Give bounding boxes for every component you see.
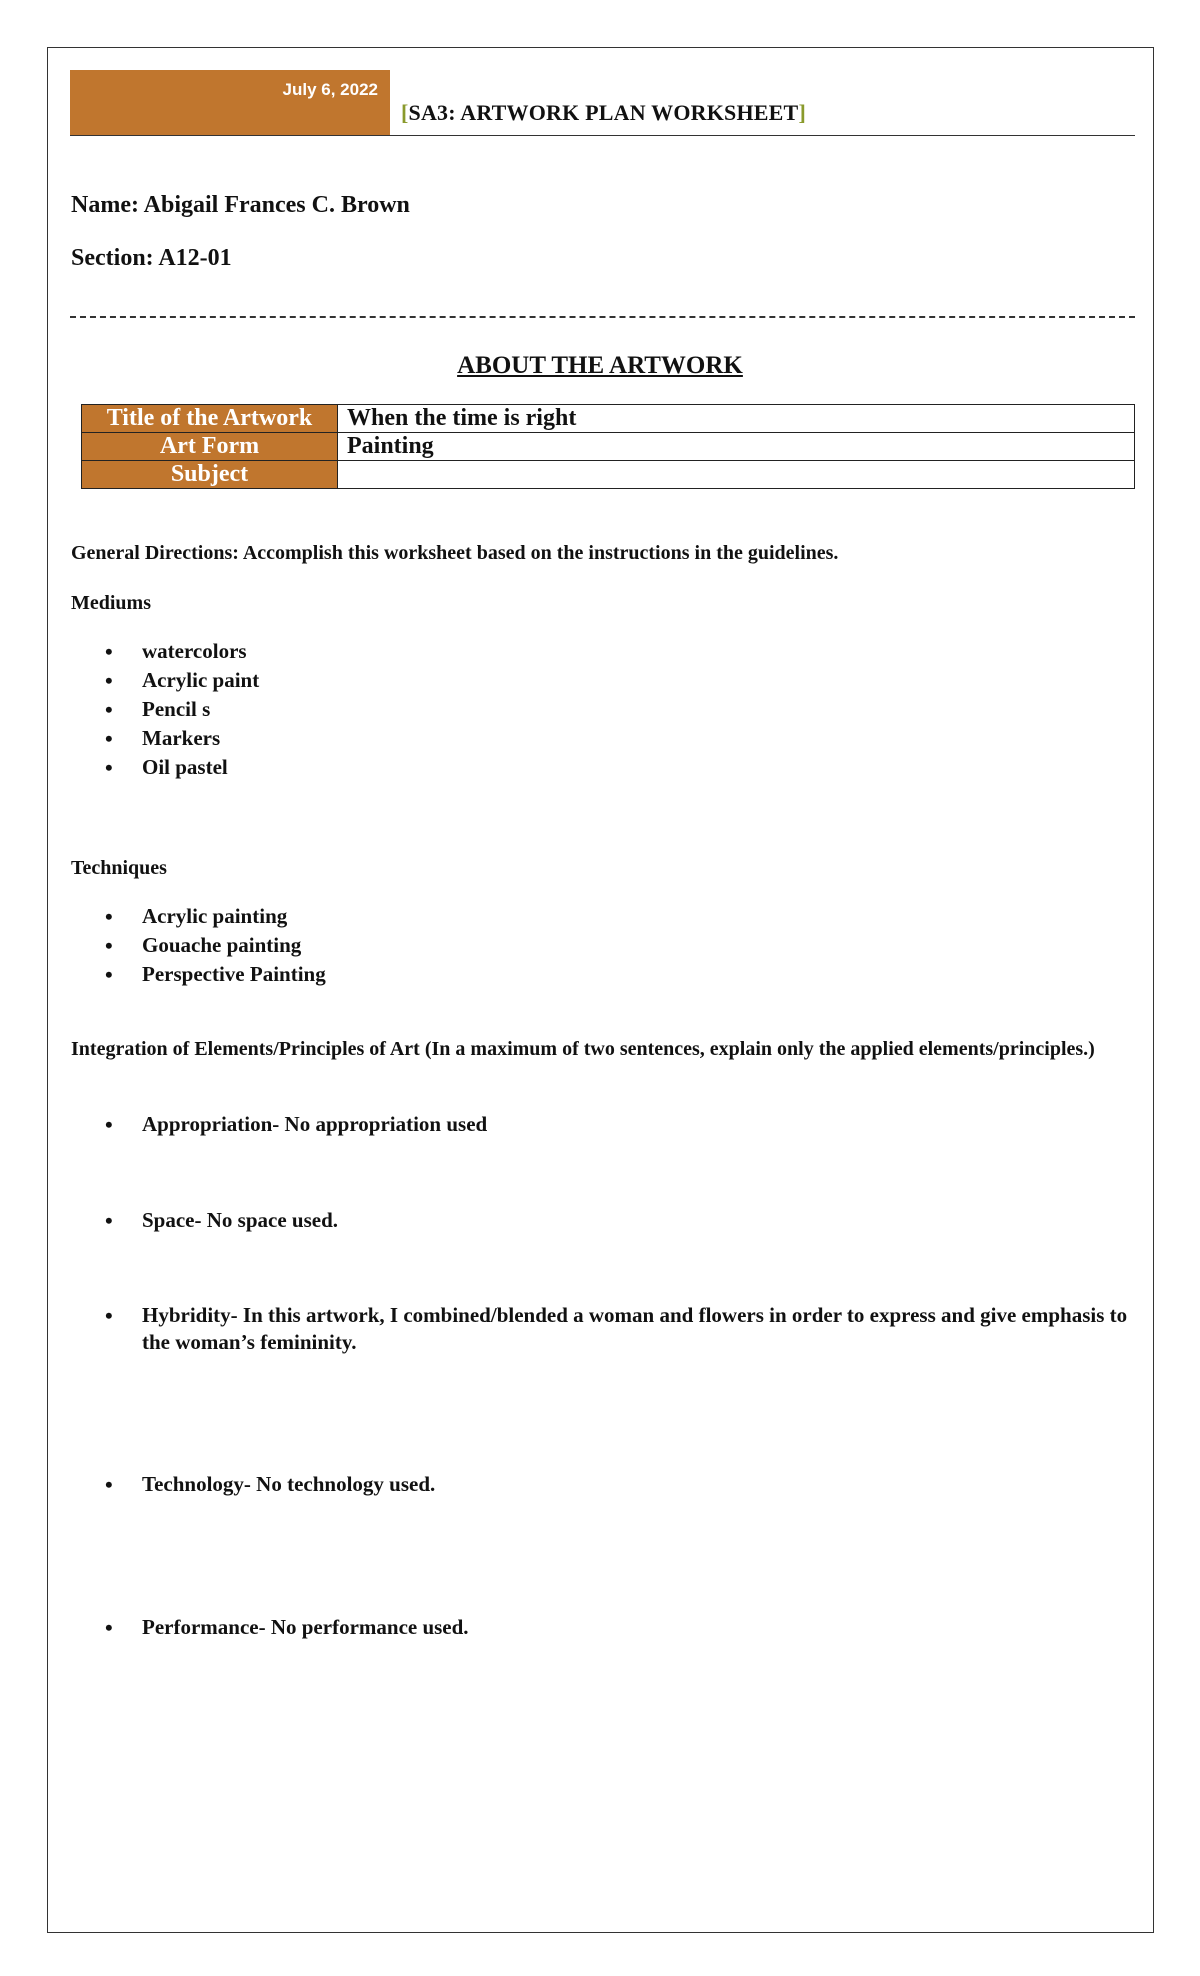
list-item: • Pencil s [105, 695, 259, 724]
list-item: • Perspective Painting [105, 960, 326, 989]
row-value-subject [338, 461, 1135, 489]
general-directions: General Directions: Accomplish this worksheet based on the instructions in the guidelines. [71, 542, 839, 564]
table-row [82, 461, 1135, 489]
dashed-divider [70, 316, 1135, 318]
table-row [82, 433, 1135, 461]
integration-item-performance: • Performance- No performance used. [105, 1614, 1135, 1641]
title-bracket-open: [ [401, 100, 409, 125]
row-label-art-form: Art Form [82, 433, 338, 461]
title-bracket-close: ] [798, 100, 806, 125]
integration-item-space: • Space- No space used. [105, 1207, 1135, 1234]
about-heading: ABOUT THE ARTWORK [457, 352, 743, 379]
integration-item-hybridity: • Hybridity- In this artwork, I combined/blended a woman and flowers in order to express and give emphasis to the woman’s femininity. [105, 1302, 1135, 1356]
table-row [82, 405, 1135, 433]
row-label-title: Title of the Artwork [82, 405, 338, 433]
list-item: • watercolors [105, 637, 259, 666]
techniques-heading: Techniques [71, 857, 167, 879]
list-item: • Oil pastel [105, 753, 259, 782]
worksheet-title-text: SA3: ARTWORK PLAN WORKSHEET [408, 100, 799, 125]
integration-item-technology: • Technology- No technology used. [105, 1471, 1135, 1498]
student-section: Section: A12-01 [71, 245, 232, 271]
student-name: Name: Abigail Frances C. Brown [71, 192, 410, 218]
header-rule [70, 135, 1135, 136]
techniques-list [105, 902, 326, 989]
worksheet-title [401, 100, 806, 126]
header-date: July 6, 2022 [282, 80, 378, 99]
list-item: • Acrylic painting [105, 902, 326, 931]
page-border [47, 47, 1154, 1933]
list-item: • Markers [105, 724, 259, 753]
artwork-info-table [81, 404, 1135, 489]
row-label-subject: Subject [82, 461, 338, 489]
list-item: • Acrylic paint [105, 666, 259, 695]
mediums-list [105, 637, 259, 782]
mediums-heading: Mediums [71, 592, 151, 614]
row-value-art-form: Painting [338, 433, 1135, 461]
integration-heading: Integration of Elements/Principles of Art (In a maximum of two sentences, explain only the applied elements/principles.) [71, 1038, 1095, 1060]
row-value-title: When the time is right [338, 405, 1135, 433]
integration-item-appropriation: • Appropriation- No appropriation used [105, 1111, 1135, 1138]
list-item: • Gouache painting [105, 931, 326, 960]
